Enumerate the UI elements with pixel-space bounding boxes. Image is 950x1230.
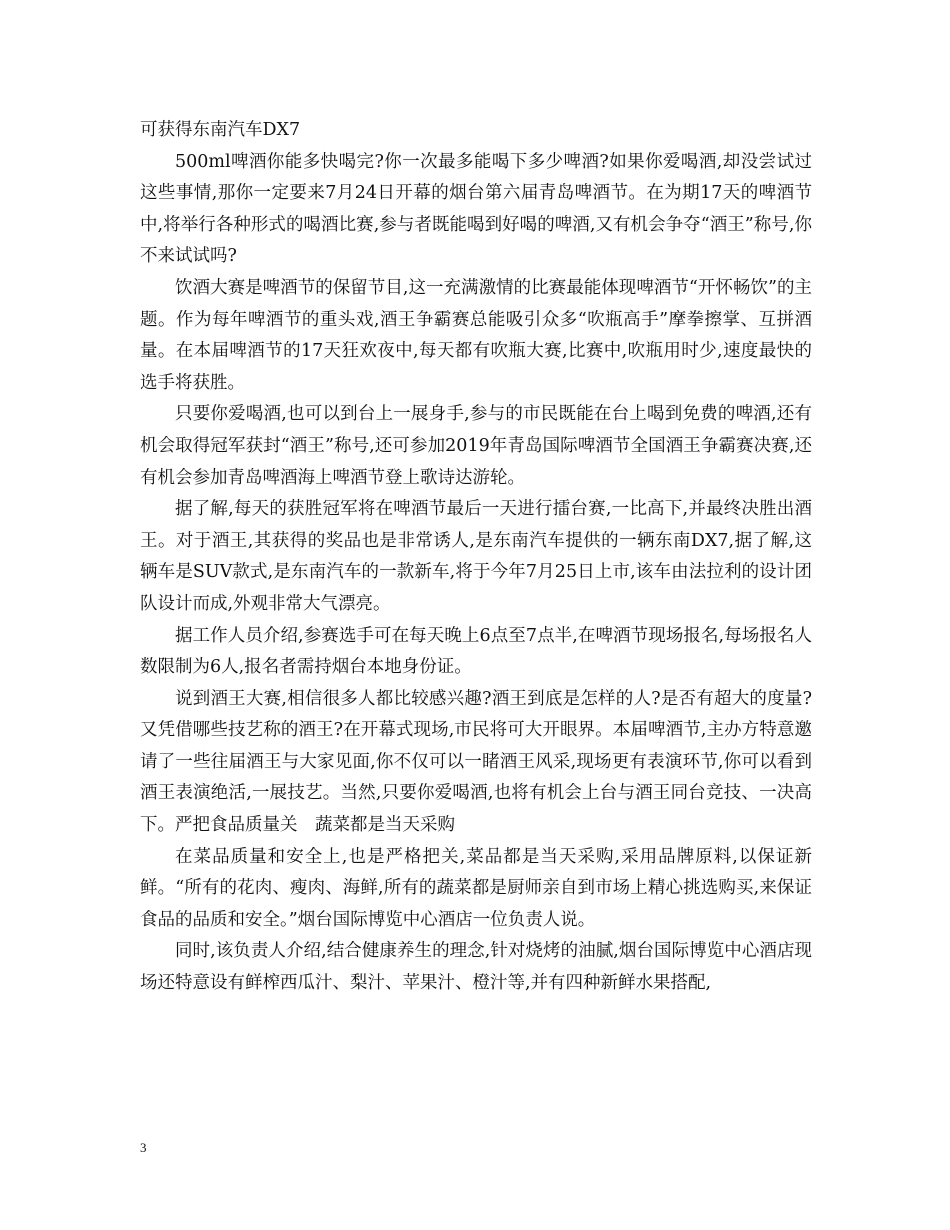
paragraph-6: 说到酒王大赛,相信很多人都比较感兴趣?酒王到底是怎样的人?是否有超大的度量?又凭借哪些技艺称的酒王?在开幕式现场,市民将可大开眼界。本届啤酒节,主办方特意邀请了一些往届酒王与大家见面,你不仅可以一睹酒王风采,现场更有表演环节,你可以看到酒王表演绝活,一展技艺。当然,只要你爱喝酒,也将有机会上台与酒王同台竞技、一决高下。严把食品质量关 蔬菜都是当天采购 [140,688,812,836]
paragraph-title-line: 可获得东南汽车DX7 [140,120,301,140]
article-body [140,115,812,1000]
paragraph-1: 500ml啤酒你能多快喝完?你一次最多能喝下多少啤酒?如果你爱喝酒,却没尝试过这些事情,那你一定要来7月24日开幕的烟台第六届青岛啤酒节。在为期17天的啤酒节中,将举行各种形式的喝酒比赛,参与者既能喝到好喝的啤酒,又有机会争夺“酒王”称号,你不来试试吗? [140,151,812,267]
paragraph-8: 同时,该负责人介绍,结合健康养生的理念,针对烧烤的油腻,烟台国际博览中心酒店现场还特意设有鲜榨西瓜汁、梨汁、苹果汁、橙汁等,并有四种新鲜水果搭配, [140,941,812,994]
paragraph-4: 据了解,每天的获胜冠军将在啤酒节最后一天进行擂台赛,一比高下,并最终决胜出酒王。对于酒王,其获得的奖品也是非常诱人,是东南汽车提供的一辆东南DX7,据了解,这辆车是SUV款式,是东南汽车的一款新车,将于今年7月25日上市,该车由法拉利的设计团队设计而成,外观非常大气漂亮。 [140,499,812,614]
paragraph-2: 饮酒大赛是啤酒节的保留节目,这一充满激情的比赛最能体现啤酒节“开怀畅饮”的主题。作为每年啤酒节的重头戏,酒王争霸赛总能吸引众多“吹瓶高手”摩拳擦掌、互拼酒量。在本届啤酒节的17天狂欢夜中,每天都有吹瓶大赛,比赛中,吹瓶用时少,速度最快的选手将获胜。 [140,277,813,393]
paragraph-5: 据工作人员介绍,参赛选手可在每天晚上6点至7点半,在啤酒节现场报名,每场报名人数限制为6人,报名者需持烟台本地身份证。 [140,625,812,678]
page-number: 3 [140,1140,147,1155]
paragraph-3: 只要你爱喝酒,也可以到台上一展身手,参与的市民既能在台上喝到免费的啤酒,还有机会取得冠军获封“酒王”称号,还可参加2019年青岛国际啤酒节全国酒王争霸赛决赛,还有机会参加青岛啤酒海上啤酒节登上歌诗达游轮。 [140,404,812,488]
paragraph-7: 在菜品质量和安全上,也是严格把关,菜品都是当天采购,采用品牌原料,以保证新鲜。“所有的花肉、瘦肉、海鲜,所有的蔬菜都是厨师亲自到市场上精心挑选购买,来保证食品的品质和安全。”烟台国际博览中心酒店一位负责人说。 [140,846,812,930]
